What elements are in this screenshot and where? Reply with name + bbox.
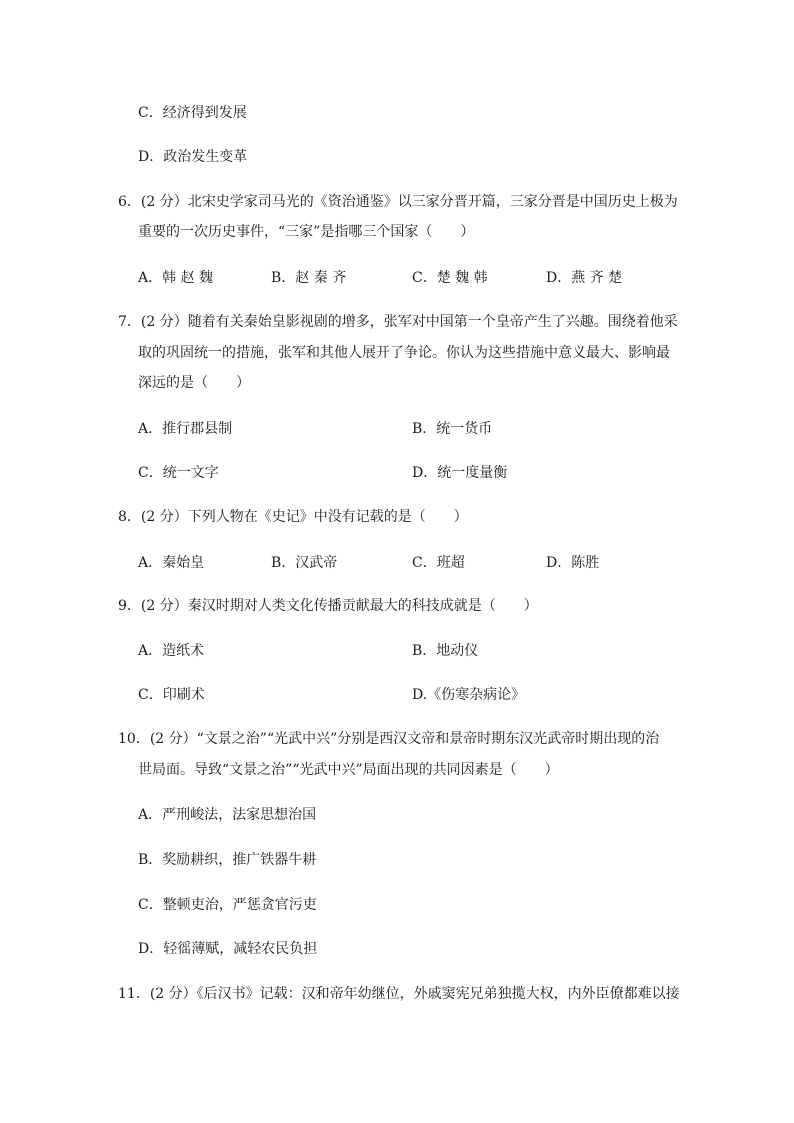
q7-option-c: C．统一文字: [138, 465, 219, 481]
option-c-prev: C．经济得到发展: [138, 105, 247, 121]
q9-option-d: D.《伤寒杂病论》: [412, 687, 526, 703]
question-6-line-1: 6．(2 分）北宋史学家司马光的《资治通鉴》以三家分晋开篇，三家分晋是中国历史上极为: [118, 194, 678, 210]
q9-option-a: A．造纸术: [138, 643, 205, 659]
q10-option-d: D．轻徭薄赋，减轻农民负担: [138, 941, 318, 957]
q7-option-b: B．统一货币: [412, 421, 493, 437]
q10-option-b: B．奖励耕织，推广铁器牛耕: [138, 852, 317, 868]
question-10-line-1: 10．(2 分）“文景之治”“光武中兴”分别是西汉文帝和景帝时期东汉光武帝时期出现的治: [118, 731, 660, 747]
q6-option-d: D．燕 齐 楚: [546, 270, 623, 286]
question-10-line-2: 世局面。导致“文景之治”“光武中兴”局面出现的共同因素是（ ）: [138, 762, 559, 778]
option-d-prev: D．政治发生变革: [138, 149, 248, 165]
q6-option-b: B．赵 秦 齐: [271, 270, 347, 286]
question-11-line-1: 11．(2 分）《后汉书》记载：汉和帝年幼继位，外戚窦宪兄弟独揽大权，内外臣僚都难以接: [118, 986, 680, 1002]
q8-option-d: D．陈胜: [546, 555, 600, 571]
q6-option-c: C．楚 魏 韩: [412, 270, 488, 286]
q10-option-c: C．整顿吏治，严惩贪官污吏: [138, 897, 317, 913]
q8-option-a: A．秦始皇: [138, 555, 205, 571]
question-7-line-1: 7．(2 分）随着有关秦始皇影视剧的增多，张军对中国第一个皇帝产生了兴趣。围绕着他采: [118, 314, 678, 330]
question-9-line-1: 9．(2 分）秦汉时期对人类文化传播贡献最大的科技成就是（ ）: [118, 598, 538, 614]
question-7-line-2: 取的巩固统一的措施，张军和其他人展开了争论。你认为这些措施中意义最大、影响最: [138, 345, 670, 361]
question-7-line-3: 深远的是（ ）: [138, 375, 250, 391]
q7-option-d: D．统一度量衡: [412, 465, 508, 481]
q9-option-c: C．印刷术: [138, 687, 205, 703]
q7-option-a: A．推行郡县制: [138, 421, 233, 437]
q8-option-c: C．班超: [412, 555, 465, 571]
question-6-line-2: 重要的一次历史事件，“三家”是指哪三个国家（ ）: [138, 224, 475, 240]
q9-option-b: B．地动仪: [412, 643, 479, 659]
q6-option-a: A．韩 赵 魏: [138, 270, 214, 286]
question-8-line-1: 8．(2 分）下列人物在《史记》中没有记载的是（ ）: [118, 509, 468, 525]
q8-option-b: B．汉武帝: [271, 555, 338, 571]
q10-option-a: A．严刑峻法，法家思想治国: [138, 807, 317, 823]
